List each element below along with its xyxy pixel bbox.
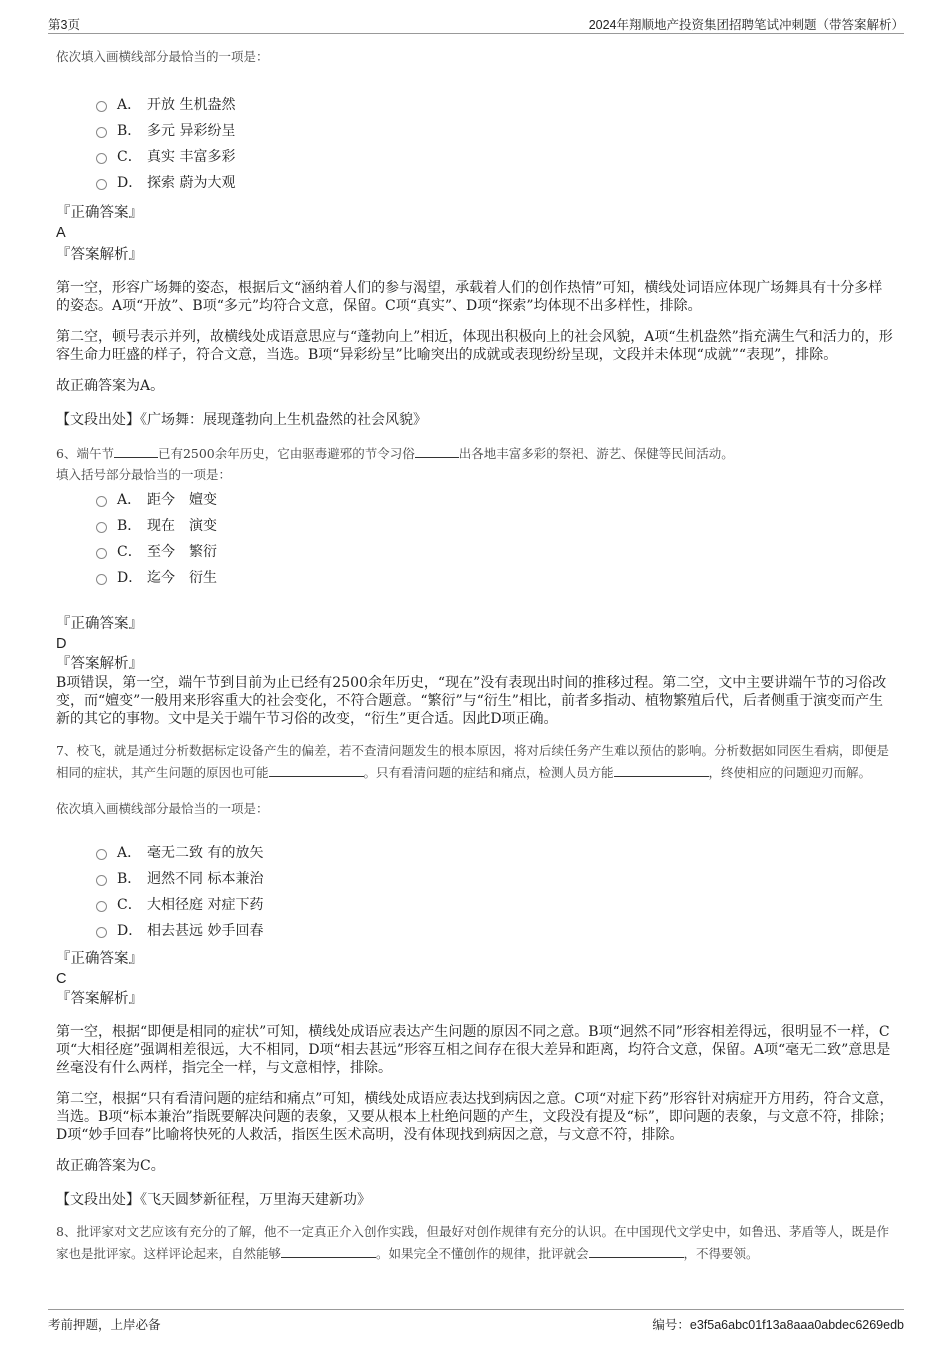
q6-stem: 6、端午节 已有2500余年历史，它由驱毒避邪的节令习俗 出各地丰富多彩的祭祀、游艺、保健等民间活动。 [56,446,734,461]
q5-analysis-label: 『答案解析』 [56,247,143,263]
q7-analysis-label: 『答案解析』 [56,991,143,1007]
footer-slogan: 考前押题，上岸必备 [48,1318,161,1332]
q6-option-d[interactable]: D． 迄今 衍生 [96,564,896,590]
q6-option-a[interactable]: A． 距今 嬗变 [96,486,896,512]
q5-answer-label: 『正确答案』 [56,205,143,221]
document-title: 2024年翔顺地产投资集团招聘笔试冲刺题（带答案解析） [588,18,904,32]
q7-option-a[interactable]: A． 毫无二致 有的放矢 [96,839,896,865]
q6-analysis: B项错误，第一空，端午节到目前为止已经有2500余年历史，“现在”没有表现出时间的推移过程。第二空，文中主要讲端午节的习俗改变，而“嬗变”一般用来形容重大的社会变化，不符合题意。“繁衍”与“衍生”相比，前者多指动、植物繁殖后代，后者侧重于演变而产生新的其它的事物。文中是关于端午节习俗的改变，“衍生”更合适。因此D项正确。 [56,675,887,727]
page-footer [48,1309,904,1334]
q7-prompt: 依次填入画横线部分最恰当的一项是： [56,801,269,816]
q6-answer: D [56,636,67,652]
page-header [48,13,904,34]
q5-option-d[interactable]: D． 探索 蔚为大观 [96,169,896,195]
radio-icon[interactable] [96,927,107,938]
fill-blank [614,764,709,777]
radio-icon[interactable] [96,574,107,585]
radio-icon[interactable] [96,875,107,886]
radio-icon[interactable] [96,901,107,912]
q5-prompt: 依次填入画横线部分最恰当的一项是： [56,49,269,64]
q5-analysis-para-2: 第二空，顿号表示并列，故横线处成语意思应与“蓬勃向上”相近，体现出积极向上的社会风貌，A项“生机盎然”指充满生气和活力的，形容生命力旺盛的样子，符合文意，当选。B项“异彩纷呈”比喻突出的成就或表现纷纷呈现，文段并未体现“成就”“表现”，排除。 [56,329,893,363]
fill-blank [589,1245,684,1258]
fill-blank [281,1245,376,1258]
q7-option-d[interactable]: D． 相去甚远 妙手回春 [96,917,896,943]
q5-answer: A [56,225,66,241]
q6-options [96,486,896,590]
radio-icon[interactable] [96,548,107,559]
fill-blank [269,764,364,777]
page-number: 第3页 [48,18,80,32]
q7-stem: 7、校飞，就是通过分析数据标定设备产生的偏差，若不查清问题发生的根本原因，将对后续任务产生难以预估的影响。分析数据如同医生看病，即便是相同的症状，其产生问题的原因也可能 。只有看清问题的症结和痛点，检测人员方能 ，终使相应的问题迎刃而解。 [56,743,889,780]
q5-analysis-para-3: 故正确答案为A。 [56,378,165,394]
q6-prompt: 填入括号部分最恰当的一项是： [56,467,232,482]
fill-blank [415,445,459,458]
q7-options [96,839,896,943]
document-id: 编号：e3f5a6abc01f13a8aaa0abdec6269edb [652,1318,904,1332]
q5-options [96,91,896,195]
q6-option-c[interactable]: C． 至今 繁衍 [96,538,896,564]
radio-icon[interactable] [96,127,107,138]
radio-icon[interactable] [96,101,107,112]
q5-option-c[interactable]: C． 真实 丰富多彩 [96,143,896,169]
q7-analysis-para-3: 故正确答案为C。 [56,1158,165,1174]
q8-stem: 8、批评家对文艺应该有充分的了解，他不一定真正介入创作实践，但最好对创作规律有充分的认识。在中国现代文学史中，如鲁迅、茅盾等人，既是作家也是批评家。这样评论起来，自然能够 。如果完全不懂创作的规律，批评就会 ，不得要领。 [56,1224,889,1261]
q7-answer: C [56,971,67,987]
q6-option-b[interactable]: B． 现在 演变 [96,512,896,538]
document-body [56,46,896,1265]
q5-analysis-para-1: 第一空，形容广场舞的姿态，根据后文“涵纳着人们的参与渴望，承载着人们的创作热情”可知，横线处词语应体现广场舞具有十分多样的姿态。A项“开放”、B项“多元”均符合文意，保留。C项“真实”、D项“探索”均体现不出多样性，排除。 [56,280,883,314]
radio-icon[interactable] [96,179,107,190]
q6-answer-label: 『正确答案』 [56,616,143,632]
fill-blank [114,445,158,458]
radio-icon[interactable] [96,522,107,533]
q7-source: 【文段出处】《飞天圆梦新征程，万里海天建新功》 [56,1192,371,1208]
radio-icon[interactable] [96,849,107,860]
radio-icon[interactable] [96,496,107,507]
q7-option-c[interactable]: C． 大相径庭 对症下药 [96,891,896,917]
q7-analysis-para-2: 第二空，根据“只有看清问题的症结和痛点”可知，横线处成语应表达找到病因之意。C项“对症下药”形容针对病症开方用药，符合文意，当选。B项“标本兼治”指既要解决问题的表象，又要从根本上杜绝问题的产生，文段没有提及“标”，即问题的表象，与文意不符，排除；D项“妙手回春”比喻将快死的人救活，指医生医术高明，没有体现找到病因之意，与文意不符，排除。 [56,1091,894,1143]
q7-answer-label: 『正确答案』 [56,951,143,967]
radio-icon[interactable] [96,153,107,164]
q5-option-a[interactable]: A． 开放 生机盎然 [96,91,896,117]
q7-analysis-para-1: 第一空，根据“即便是相同的症状”可知，横线处成语应表达产生问题的原因不同之意。B项“迥然不同”形容相差得远，很明显不一样，C项“大相径庭”强调相差很远，大不相同，D项“相去甚远”形容互相之间存在很大差异和距离，均符合文意，保留。A项“毫无二致”意思是丝毫没有什么两样，指完全一样，与文意相悖，排除。 [56,1024,891,1076]
q5-option-b[interactable]: B． 多元 异彩纷呈 [96,117,896,143]
q5-source: 【文段出处】《广场舞：展现蓬勃向上生机盎然的社会风貌》 [56,412,427,428]
q6-analysis-label: 『答案解析』 [56,656,143,672]
q7-option-b[interactable]: B． 迥然不同 标本兼治 [96,865,896,891]
